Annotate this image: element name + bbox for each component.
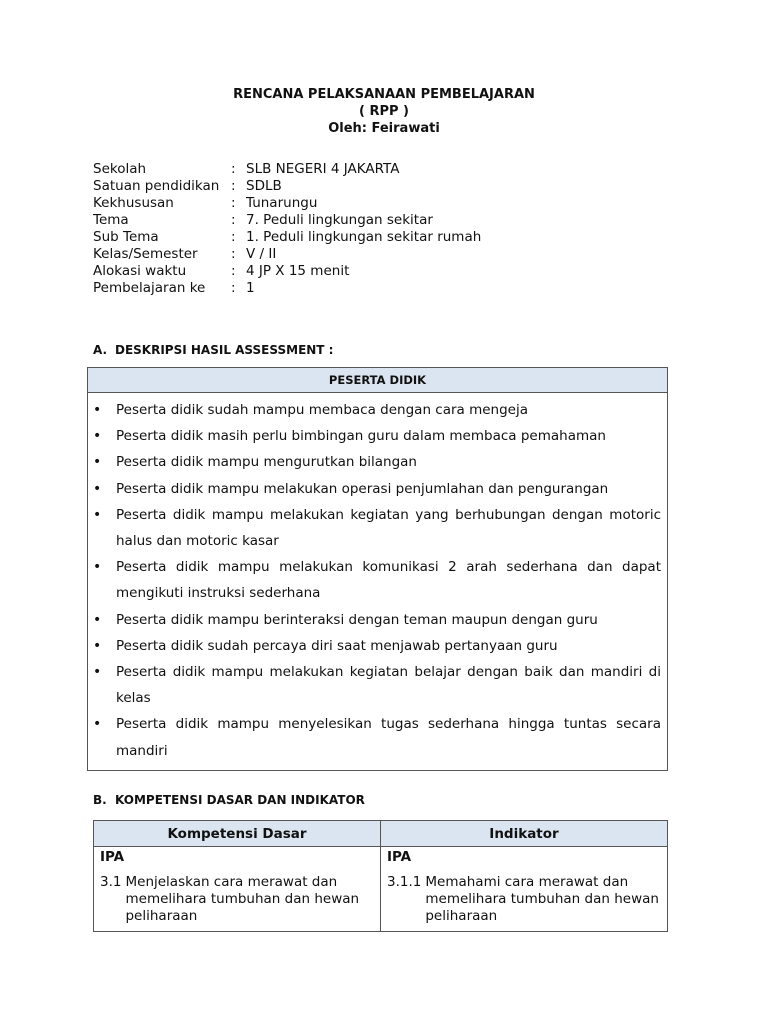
- info-colon: :: [231, 178, 236, 194]
- assessment-table-header: PESERTA DIDIK: [88, 368, 668, 393]
- document-author: Oleh: Feirawati: [328, 121, 440, 136]
- competency-table: [93, 820, 668, 932]
- kompetensi-text: Menjelaskan cara merawat dan memelihara tumbuhan dan hewan peliharaan: [125, 874, 360, 924]
- info-value: V / II: [246, 246, 277, 262]
- section-a-title: DESKRIPSI HASIL ASSESSMENT :: [115, 343, 334, 357]
- info-colon: :: [231, 280, 236, 296]
- column-header-indikator: Indikator: [381, 821, 668, 847]
- assessment-list: [92, 397, 661, 764]
- list-item: • Peserta didik mampu melakukan kegiatan yang berhubungan dengan motoric halus dan motoric kasar: [92, 502, 661, 554]
- section-b-number: B.: [93, 793, 107, 807]
- section-a-heading: [93, 343, 333, 357]
- indikator-text: Memahami cara merawat dan memelihara tumbuhan dan hewan peliharaan: [425, 874, 659, 924]
- list-item: • Peserta didik mampu menyelesikan tugas sederhana hingga tuntas secara mandiri: [92, 711, 661, 763]
- assessment-table-cell: [88, 393, 668, 771]
- section-b-heading: [93, 793, 365, 807]
- list-item: • Peserta didik mampu mengurutkan bilangan: [92, 449, 661, 475]
- info-colon: :: [231, 263, 236, 279]
- list-item: • Peserta didik mampu melakukan komunikasi 2 arah sederhana dan dapat mengikuti instruksi sederhana: [92, 554, 661, 606]
- info-label: Sub Tema: [93, 229, 159, 245]
- subject-label: IPA: [100, 849, 125, 865]
- list-item: • Peserta didik mampu melakukan kegiatan belajar dengan baik dan mandiri di kelas: [92, 659, 661, 711]
- info-value: SLB NEGERI 4 JAKARTA: [246, 161, 400, 177]
- info-value: 1: [246, 280, 255, 296]
- info-label: Pembelajaran ke: [93, 280, 206, 296]
- info-row: [93, 246, 481, 263]
- info-label: Sekolah: [93, 161, 147, 177]
- assessment-table: [87, 367, 668, 771]
- info-colon: :: [231, 195, 236, 211]
- section-a-number: A.: [93, 343, 108, 357]
- info-colon: :: [231, 246, 236, 262]
- kompetensi-number: 3.1: [100, 874, 122, 890]
- info-value: 1. Peduli lingkungan sekitar rumah: [246, 229, 482, 245]
- list-item: • Peserta didik sudah mampu membaca dengan cara mengeja: [92, 397, 661, 423]
- list-item: • Peserta didik mampu berinteraksi dengan teman maupun dengan guru: [92, 607, 661, 633]
- info-value: 4 JP X 15 menit: [246, 263, 350, 279]
- kompetensi-item: [100, 874, 374, 925]
- info-colon: :: [231, 212, 236, 228]
- identity-info: [93, 161, 481, 297]
- list-item: • Peserta didik mampu melakukan operasi penjumlahan dan pengurangan: [92, 476, 661, 502]
- document-title: RENCANA PELAKSANAAN PEMBELAJARAN: [233, 87, 535, 102]
- list-item: • Peserta didik masih perlu bimbingan guru dalam membaca pemahaman: [92, 423, 661, 449]
- column-header-kompetensi: Kompetensi Dasar: [94, 821, 381, 847]
- info-row: [93, 161, 481, 178]
- info-row: [93, 263, 481, 280]
- info-label: Alokasi waktu: [93, 263, 187, 279]
- section-b-title: KOMPETENSI DASAR DAN INDIKATOR: [115, 793, 365, 807]
- info-label: Tema: [93, 212, 129, 228]
- info-label: Satuan pendidikan: [93, 178, 220, 194]
- list-item: • Peserta didik sudah percaya diri saat menjawab pertanyaan guru: [92, 633, 661, 659]
- info-label: Kelas/Semester: [93, 246, 198, 262]
- info-row: [93, 280, 481, 297]
- info-value: SDLB: [246, 178, 282, 194]
- info-value: Tunarungu: [246, 195, 318, 211]
- info-colon: :: [231, 229, 236, 245]
- info-colon: :: [231, 161, 236, 177]
- info-row: [93, 212, 481, 229]
- info-row: [93, 229, 481, 246]
- info-row: [93, 178, 481, 195]
- info-value: 7. Peduli lingkungan sekitar: [246, 212, 433, 228]
- indikator-number: 3.1.1: [387, 874, 422, 890]
- indikator-cell: [381, 847, 668, 932]
- kompetensi-cell: [94, 847, 381, 932]
- subject-label: IPA: [387, 849, 412, 865]
- document-subtitle: ( RPP ): [358, 104, 409, 119]
- info-row: [93, 195, 481, 212]
- document-title-block: [0, 86, 768, 137]
- info-label: Kekhususan: [93, 195, 174, 211]
- indikator-item: [387, 874, 661, 925]
